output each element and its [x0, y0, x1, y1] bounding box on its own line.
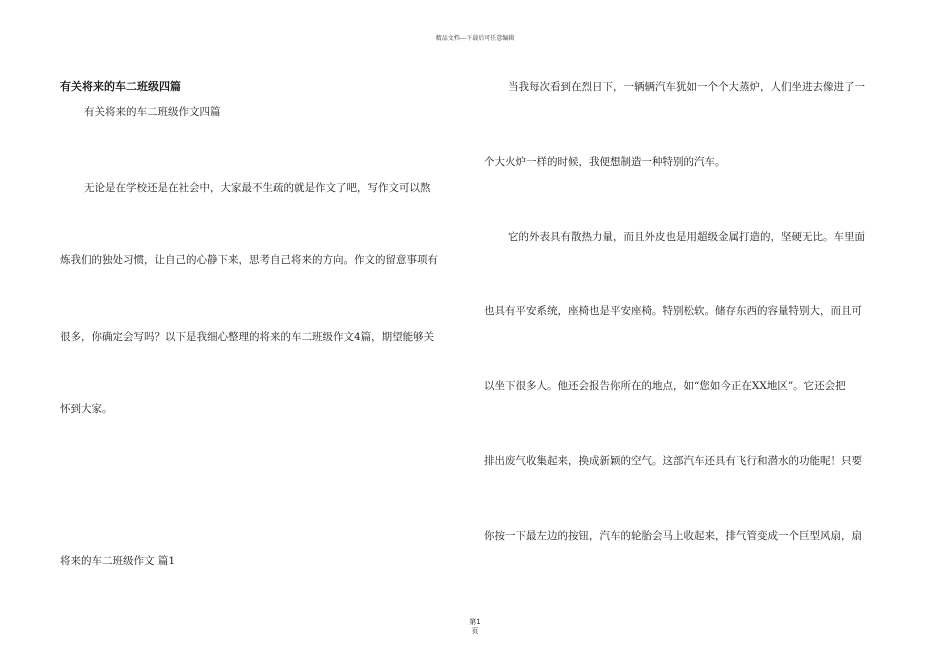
section-heading: 将来的车二班级作文 篇1 [60, 555, 176, 567]
document-subtitle: 有关将来的车二班级作文四篇 [84, 106, 221, 118]
paragraph-line: 也具有平安系统，座椅也是平安座椅。特别松软。储存东西的容量特别大，而且可 [484, 305, 862, 317]
paragraph-line: 排出废气收集起来，换成新颖的空气。这部汽车还具有飞行和潜水的功能呢！只要 [484, 455, 862, 467]
page-number [0, 618, 950, 636]
paragraph-line: 炼我们的独处习惯，让自己的心静下来，思考自己将来的方向。作文的留意事项有 [60, 254, 438, 266]
paragraph-line: 怀到大家。 [60, 403, 113, 415]
page-number-line: 第1 [469, 618, 481, 626]
page-number-line: 页 [471, 627, 479, 635]
paragraph-line: 很多，你确定会写吗？以下是我细心整理的将来的车二班级作文4篇，期望能够关 [60, 331, 435, 343]
document-title: 有关将来的车二班级四篇 [60, 80, 181, 93]
page-header: 精品文档---下载后可任意编辑 [435, 35, 515, 42]
paragraph-line: 当我每次看到在烈日下，一辆辆汽车犹如一个个大蒸炉，人们坐进去像进了一 [508, 81, 865, 93]
paragraph-line: 无论是在学校还是在社会中，大家最不生疏的就是作文了吧，写作文可以熬 [84, 182, 431, 194]
paragraph-line: 个大火炉一样的时候，我便想制造一种特别的汽车。 [484, 156, 726, 168]
paragraph-line: 它的外表具有散热力量，而且外皮也是用超级金属打造的，坚硬无比。车里面 [508, 231, 865, 243]
paragraph-line: 以坐下很多人。他还会报告你所在的地点，如“您如今正在XX地区”。它还会把 [484, 380, 846, 392]
paragraph-line: 你按一下最左边的按钮，汽车的轮胎会马上收起来，排气管变成一个巨型风扇，扇 [484, 530, 862, 542]
